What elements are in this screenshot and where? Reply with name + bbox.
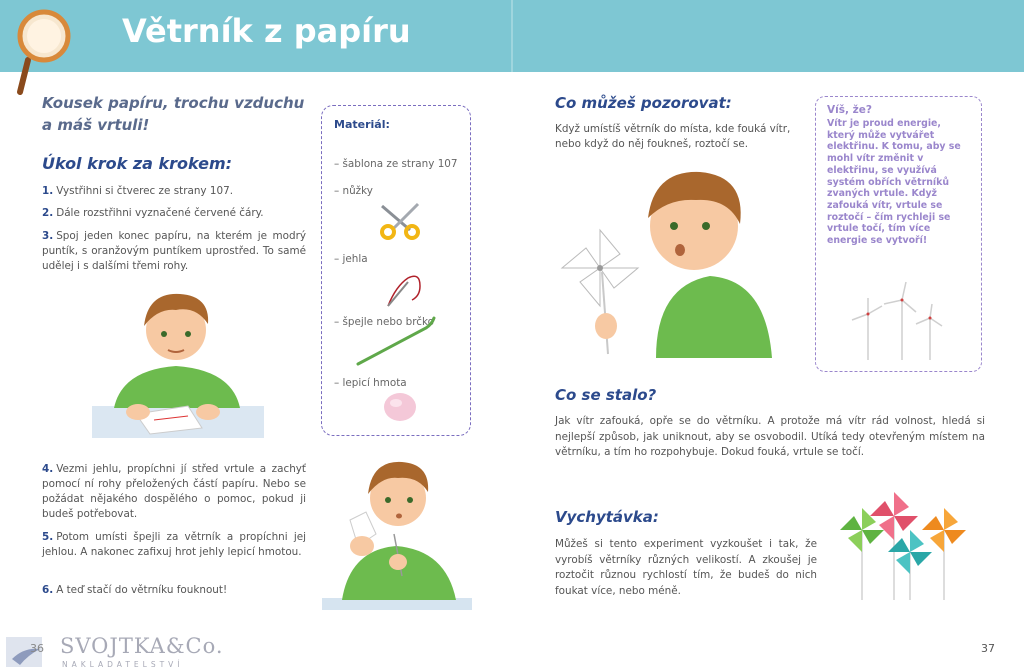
wind-turbines-illustration [846, 280, 946, 362]
step-text: Dále rozstřihni vyznačené červené čáry. [56, 207, 264, 219]
tagline-line-2: a máš vrtuli! [42, 116, 150, 134]
step-number: 3. [42, 230, 54, 242]
boy-folding-illustration [92, 288, 264, 438]
material-item: – jehla [334, 253, 368, 265]
step-2 [42, 206, 306, 221]
step-number: 6. [42, 584, 54, 596]
page-number-left: 36 [30, 642, 44, 655]
step-text: Vystřihni si čtverec ze strany 107. [56, 185, 234, 197]
step-text: Spoj jeden konec papíru, na kterém je modrý puntík, s oranžovým puntíkem uprostřed. To samé udělej i s dalšími třemi rohy. [42, 230, 306, 272]
tip-heading: Vychytávka: [555, 508, 659, 526]
scissors-icon [378, 200, 422, 240]
step-number: 5. [42, 531, 54, 543]
result-heading: Co se stalo? [555, 386, 657, 404]
sticky-putty-icon [382, 390, 418, 424]
step-number: 2. [42, 207, 54, 219]
page-spine [511, 0, 513, 72]
step-4 [42, 462, 306, 522]
step-6 [42, 583, 306, 598]
step-1 [42, 184, 306, 199]
observe-heading: Co můžeš pozorovat: [555, 94, 732, 112]
publisher-subtitle: NAKLADATELSTVÍ [62, 660, 184, 669]
material-item: – špejle nebo brčko [334, 316, 434, 328]
page-number-right: 37 [981, 642, 995, 655]
observe-text: Když umístíš větrník do místa, kde fouká vítr, nebo když do něj foukneš, roztočí se. [555, 123, 791, 150]
material-item: – šablona ze strany 107 [334, 158, 458, 170]
material-item: – nůžky [334, 185, 373, 197]
step-3 [42, 229, 306, 274]
tip-text: Můžeš si tento experiment vyzkoušet i tak, že vyrobíš větrníky různých velikostí. A zkoušej je roztočit různou rychlostí tím, že budeš do nich foukat více, nebo méně. [555, 538, 817, 597]
step-text: A teď stačí do větrníku fouknout! [56, 584, 228, 596]
publisher-name: SVOJTKA&Co. [60, 634, 224, 658]
boy-blowing-pinwheel-illustration [560, 168, 774, 358]
magnifier-icon [14, 8, 74, 98]
result-text: Jak vítr zafouká, opře se do větrníku. A protože má vítr rád volnost, hledá si nejlepší způsob, jak uniknout, aby se osvobodil. Utíká tedy otevřeným místem na větrníku, a tím ho rozpohybuje. Dokud fouká, vrtule se točí. [555, 415, 985, 458]
page-title: Větrník z papíru [122, 12, 411, 50]
steps-heading: Úkol krok za krokem: [42, 154, 233, 173]
step-number: 4. [42, 463, 54, 475]
step-5 [42, 530, 306, 560]
fact-text: Vítr je proud energie, který může vytvářet elektřinu. K tomu, aby se mohl vítr změnit v elektřinu, se využívá systém obřích větrníků zvaných vrtule. Když zafouká vítr, vrtule se roztočí – čím rychleji se vrtule točí, tím více energie se vytvoří! [827, 118, 961, 247]
needle-icon [382, 266, 426, 310]
step-text: Vezmi jehlu, propíchni jí střed vrtule a zachyť pomocí ní rohy přeložených částí papíru. Nebo se požádat nějakého dospělého o pomoc, pokud ji budeš potřebovat. [42, 463, 306, 520]
step-text: Potom umísti špejli za větrník a propíchni jej jehlou. A nakonec zafixuj hrot jehly lepicí hmotou. [42, 531, 306, 558]
straw-icon [354, 314, 440, 368]
materials-title: Materiál: [334, 118, 390, 131]
step-number: 1. [42, 185, 54, 197]
pinwheels-illustration [832, 490, 976, 602]
tagline-line-1: Kousek papíru, trochu vzduchu [42, 94, 305, 112]
fact-title: Víš, že? [827, 104, 872, 116]
material-item: – lepicí hmota [334, 377, 407, 389]
boy-assembling-illustration [322, 450, 472, 610]
